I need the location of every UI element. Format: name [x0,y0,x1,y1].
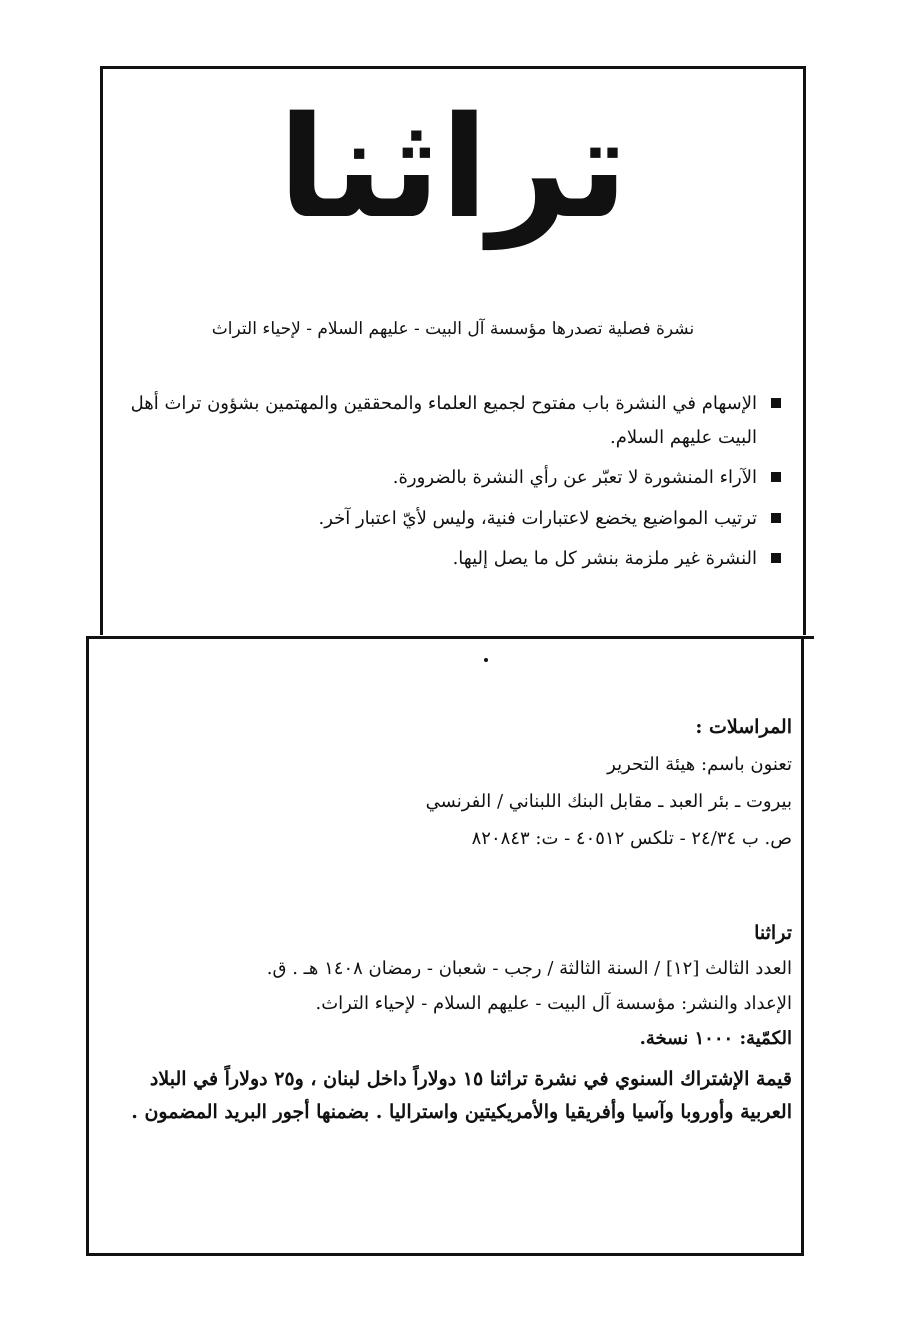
correspondence-addressee: تعنون باسم: هيئة التحرير [607,754,792,775]
publication-copies: الكمّية: ١٠٠٠ نسخة. [639,1028,792,1049]
page-frame [86,66,814,1261]
bullet-square-icon [771,398,781,408]
publication-heading: تراثنا [754,922,792,944]
bullet-square-icon [771,472,781,482]
decorative-dot [484,658,488,662]
note-item [123,387,783,455]
correspondence-heading: المراسلات : [695,716,792,738]
note-item [123,461,783,495]
correspondence-address: بيروت ـ بئر العبد ـ مقابل البنك اللبناني / الفرنسي [425,791,792,812]
notes-list [123,387,783,582]
correspondence-section [106,716,792,865]
publication-publisher: الإعداد والنشر: مؤسسة آل البيت - عليهم السلام - لإحياء التراث. [315,993,792,1014]
subtitle: نشرة فصلية تصدرها مؤسسة آل البيت - عليهم السلام - لإحياء التراث [211,319,695,339]
correspondence-contact: ص. ب ٢٤/٣٤ - تلكس ٤٠٥١٢ - ت: ٨٢٠٨٤٣ [471,828,792,849]
publication-issue: العدد الثالث [١٢] / السنة الثالثة / رجب - شعبان - رمضان ١٤٠٨ هـ . ق. [266,958,792,979]
note-item [123,502,783,536]
note-text: الإسهام في النشرة باب مفتوح لجميع العلماء والمحققين والمهتمين بشؤون تراث أهل البيت عليهم السلام. [130,393,757,449]
masthead-title: تراثنا [278,87,628,250]
note-text: ترتيب المواضيع يخضع لاعتبارات فنية، وليس لأيّ اعتبار آخر. [318,507,757,529]
note-text: الآراء المنشورة لا تعبّر عن رأي النشرة بالضرورة. [392,467,757,489]
publication-section [106,922,792,1144]
bullet-square-icon [771,553,781,563]
note-text: النشرة غير ملزمة بنشر كل ما يصل إليها. [452,547,757,569]
note-item [123,542,783,576]
bullet-square-icon [771,513,781,523]
subscription-price: قيمة الإشتراك السنوي في نشرة تراثنا ١٥ دولاراً داخل لبنان ، و٢٥ دولاراً في البلاد العربية وأوروبا وآسيا وأفريقيا والأمريكيتين واستراليا . بضمنها أجور البريد المضمون . [131,1068,792,1124]
info-box [100,66,806,635]
